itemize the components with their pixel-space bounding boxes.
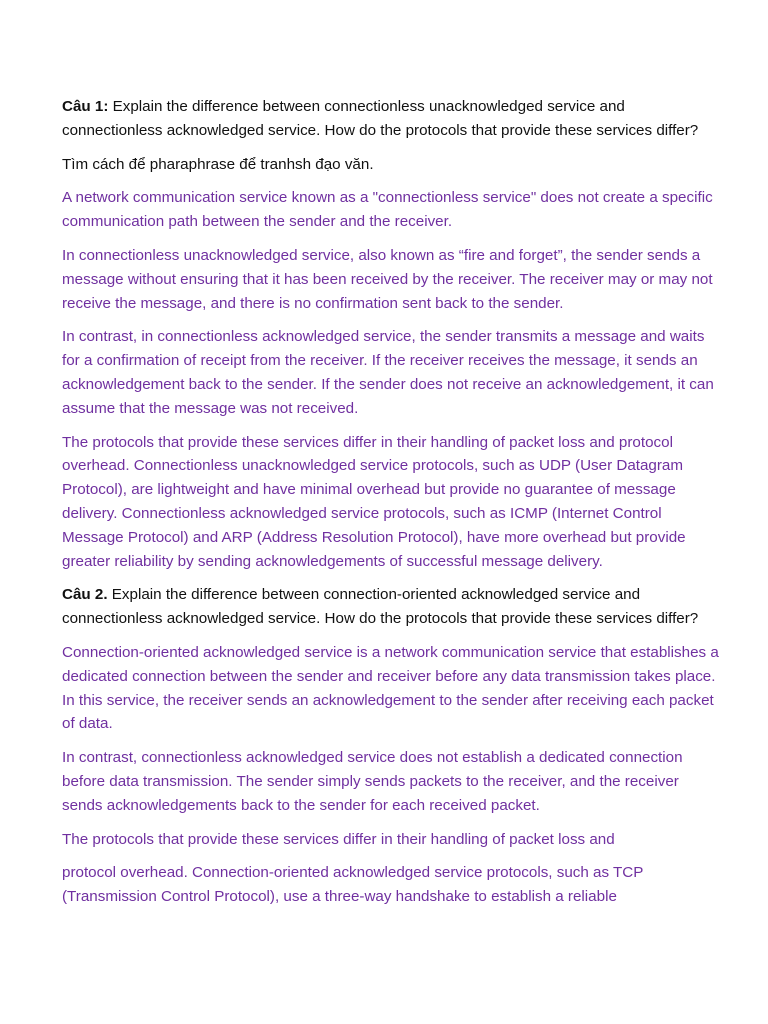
question-1 — [62, 95, 722, 143]
q2-answer-paragraph: Connection-oriented acknowledged service is a network communication service that establishes a dedicated connection between the sender and receiver before any data transmission takes place. In this service, the receiver sends an acknowledgement to the sender after receiving each packet of data. — [62, 643, 719, 733]
q2-answer-paragraph: In contrast, connectionless acknowledged service does not establish a dedicated connection before data transmission. The sender simply sends packets to the receiver, and the receiver sends acknowledgements back to the sender for each received packet. — [62, 749, 683, 814]
question-1-text: Explain the difference between connectionless unacknowledged service and connectionless acknowledged service. How do the protocols that provide these services differ? — [62, 98, 699, 139]
q1-answer-paragraph: A network communication service known as a "connectionless service" does not create a specific communication path between the sender and the receiver. — [62, 189, 713, 231]
q2-answer-paragraph: The protocols that provide these services differ in their handling of packet loss and — [62, 830, 615, 848]
document-body — [62, 95, 722, 919]
q1-answer-paragraph: The protocols that provide these services differ in their handling of packet loss and protocol overhead. Connectionless unacknowledged service protocols, such as UDP (User Datagram Protocol), are lightweight and have minimal overhead but provide no guarantee of message delivery. Connectionless acknowledged service protocols, such as ICMP (Internet Control Message Protocol) and ARP (Address Resolution Protocol), have more overhead but provide greater reliability by sending acknowledgements of successful message delivery. — [62, 433, 686, 570]
q1-answer-paragraph: In connectionless unacknowledged service, also known as “fire and forget”, the sender sends a message without ensuring that it has been received by the receiver. The receiver may or may not receive the message, and there is no confirmation sent back to the sender. — [62, 246, 713, 312]
question-2-text: Explain the difference between connection-oriented acknowledged service and connectionless acknowledged service. How do the protocols that provide these services differ? — [62, 586, 699, 628]
question-2-label: Câu 2. — [62, 586, 108, 604]
question-2 — [62, 583, 722, 631]
paraphrase-note: Tìm cách để pharaphrase để tranhsh đạo văn. — [62, 155, 374, 173]
q2-answer-paragraph: protocol overhead. Connection-oriented acknowledged service protocols, such as TCP (Transmission Control Protocol), use a three-way handshake to establish a reliable — [62, 864, 644, 906]
question-1-label: Câu 1: — [62, 98, 109, 115]
q1-answer-paragraph: In contrast, in connectionless acknowledged service, the sender transmits a message and waits for a confirmation of receipt from the receiver. If the receiver receives the message, it sends an acknowledgement back to the sender. If the sender does not receive an acknowledgement, it can assume that the message was not received. — [62, 328, 714, 417]
